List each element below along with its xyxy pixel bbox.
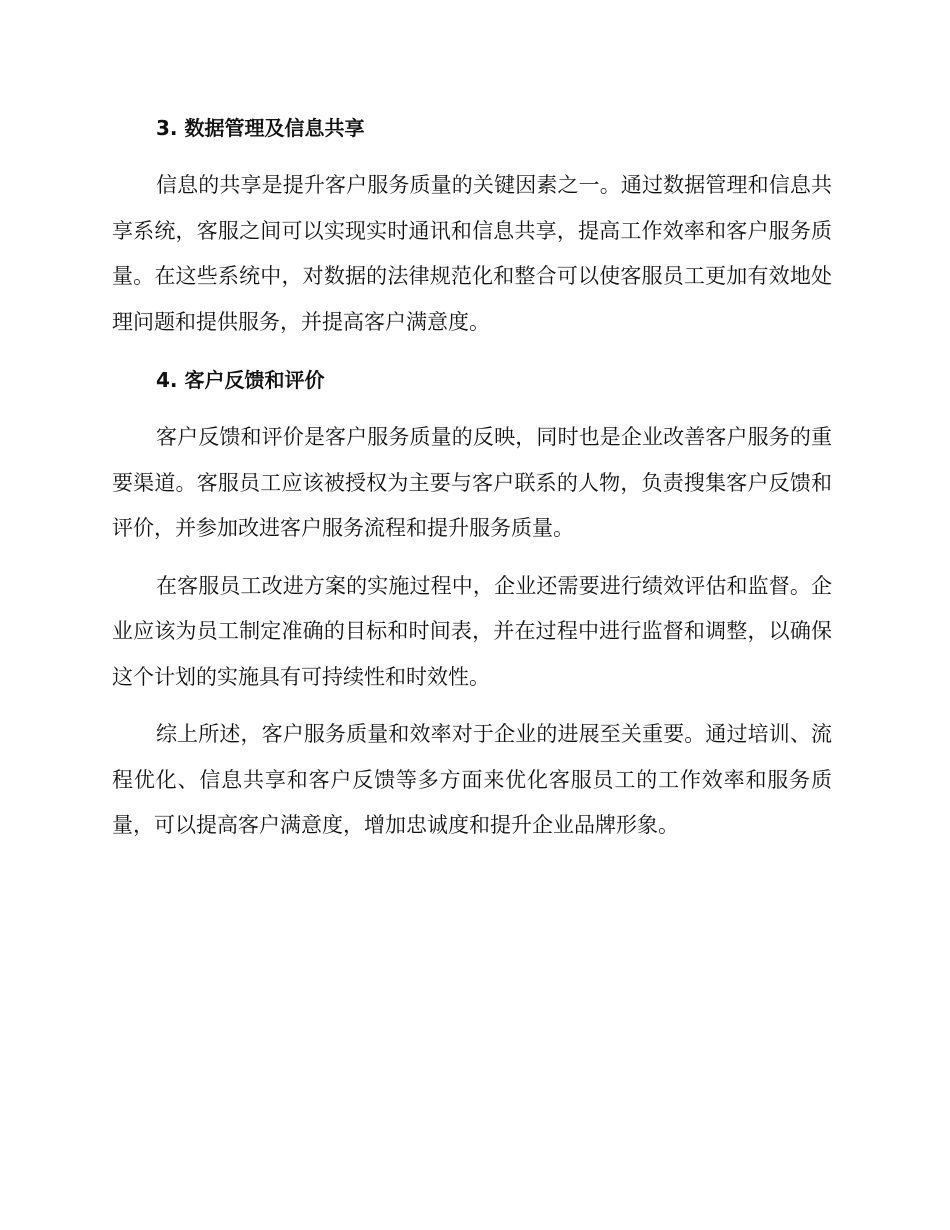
paragraph-conclusion: 综上所述，客户服务质量和效率对于企业的进展至关重要。通过培训、流程优化、信息共享和客户反馈等多方面来优化客服员工的工作效率和服务质量，可以提高客户满意度，增加忠诚度和提升企业品牌形象。 bbox=[112, 722, 832, 837]
document-page bbox=[112, 106, 832, 849]
paragraph-data-management: 信息的共享是提升客户服务质量的关键因素之一。通过数据管理和信息共享系统，客服之间可以实现实时通讯和信息共享，提高工作效率和客户服务质量。在这些系统中，对数据的法律规范化和整合可以使客服员工更加有效地处理问题和提供服务，并提高客户满意度。 bbox=[112, 173, 832, 334]
section-heading-customer-feedback: 4. 客户反馈和评价 bbox=[156, 368, 325, 392]
paragraph-customer-feedback: 客户反馈和评价是客户服务质量的反映，同时也是企业改善客户服务的重要渠道。客服员工应该被授权为主要与客户联系的人物，负责搜集客户反馈和评价，并参加改进客户服务流程和提升服务质量。 bbox=[112, 425, 832, 540]
paragraph-implementation-monitoring: 在客服员工改进方案的实施过程中，企业还需要进行绩效评估和监督。企业应该为员工制定准确的目标和时间表，并在过程中进行监督和调整，以确保这个计划的实施具有可持续性和时效性。 bbox=[112, 573, 832, 689]
section-heading-data-management: 3. 数据管理及信息共享 bbox=[156, 116, 365, 140]
